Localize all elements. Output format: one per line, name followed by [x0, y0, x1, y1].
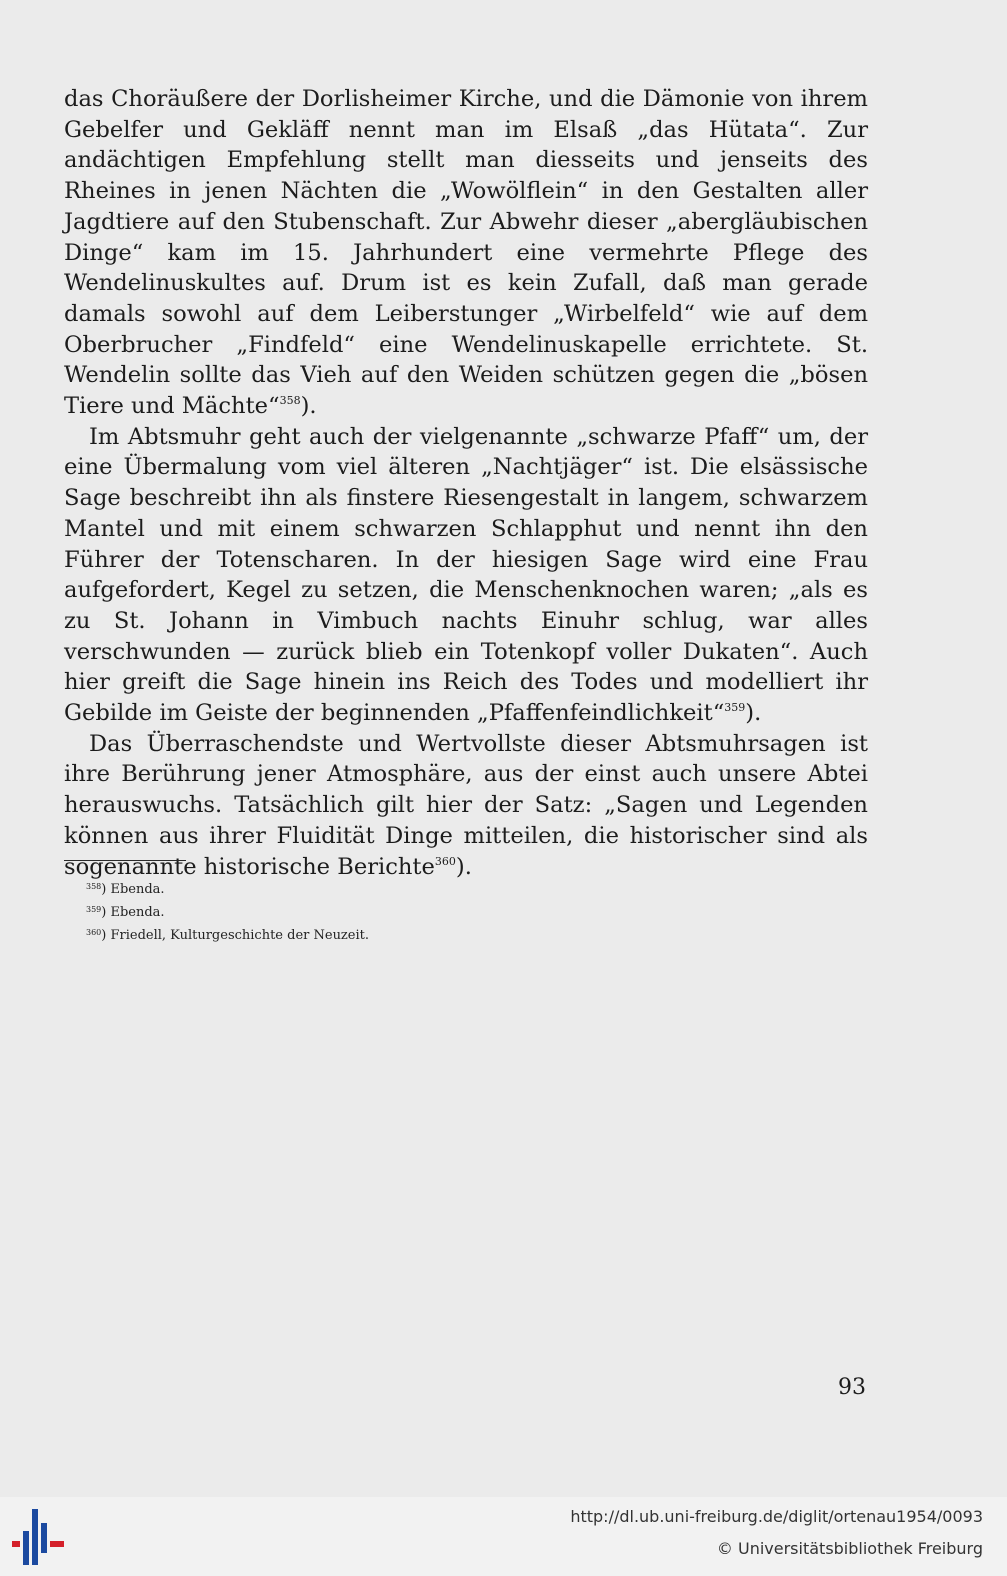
footnotes — [86, 877, 686, 946]
footnote-mark: 359 — [86, 905, 102, 914]
footnote-text: ) Ebenda. — [101, 882, 165, 897]
footnote — [86, 877, 686, 900]
paragraph-text: das Choräußere der Dorlisheimer Kirche, und die Dämonie von ihrem Gebelfer und Gekläff nennt man im Elsaß „das Hütata“. Zur andächtigen Empfehlung stellt man diesseits und jenseits des Rheines in jenen Nächten die „Wowölflein“ in den Gestalten aller Jagdtiere auf den Stubenschaft. Zur Abwehr dieser „abergläubischen Dinge“ kam im 15. Jahrhundert eine vermehrte Pflege des Wendelinuskultes auf. Drum ist es kein Zufall, daß man gerade damals sowohl auf dem Leiberstunger „Wirbelfeld“ wie auf dem Oberbrucher „Findfeld“ eine Wendelinuskapelle errichtete. St. Wendelin sollte das Vieh auf den Weiden schützen gegen die „bösen Tiere und Mächte“ — [64, 86, 868, 420]
footnote-reference: 358 — [279, 394, 301, 408]
footnote — [86, 923, 686, 946]
footnote-text: ) Ebenda. — [101, 905, 165, 920]
footnote-mark: 360 — [86, 928, 102, 937]
paragraph-text: ). — [300, 393, 317, 420]
copyright-notice: © Universitätsbibliothek Freiburg — [716, 1539, 983, 1558]
footnote-divider — [64, 860, 186, 861]
footnote-reference: 359 — [724, 701, 746, 715]
paragraph-text: Das Überraschendste und Wertvollste dieser Abtsmuhrsagen ist ihre Berührung jener Atmosphäre, aus der einst auch unsere Abtei herauswuchs. Tatsächlich gilt hier der Satz: „Sagen und Legenden können aus ihrer Fluidität Dinge mitteilen, die historischer sind als sogenannte historische Berichte — [64, 730, 868, 880]
page-number: 93 — [838, 1375, 866, 1400]
footer-bar — [0, 1497, 1007, 1576]
footnote — [86, 900, 686, 923]
paragraph-text: ). — [745, 700, 762, 727]
footnote-mark: 358 — [86, 882, 102, 891]
paragraph — [64, 422, 868, 729]
ub-freiburg-logo-icon — [12, 1509, 64, 1565]
main-text — [64, 84, 868, 882]
footnote-reference: 360 — [434, 854, 456, 868]
paragraph-text: Im Abtsmuhr geht auch der vielgenannte „schwarze Pfaff“ um, der eine Übermalung vom viel älteren „Nachtjäger“ ist. Die elsässische Sage beschreibt ihn als finstere Riesengestalt in langem, schwarzem Mantel und mit einem schwarzen Schlapphut und nennt ihn den Führer der Totenscharen. In der hiesigen Sage wird eine Frau aufgefordert, Kegel zu setzen, die Menschenknochen waren; „als es zu St. Johann in Vimbuch nachts Einuhr schlug, war alles verschwunden — zurück blieb ein Totenkopf voller Dukaten“. Auch hier greift die Sage hinein ins Reich des Todes und modelliert ihr Gebilde im Geiste der beginnenden „Pfaffenfeindlichkeit“ — [64, 423, 868, 727]
permalink-url[interactable]: http://dl.ub.uni-freiburg.de/diglit/ortenau1954/0093 — [570, 1507, 983, 1526]
footnote-text: ) Friedell, Kulturgeschichte der Neuzeit. — [101, 928, 369, 943]
paragraph-text: ). — [455, 853, 472, 880]
paragraph — [64, 84, 868, 422]
